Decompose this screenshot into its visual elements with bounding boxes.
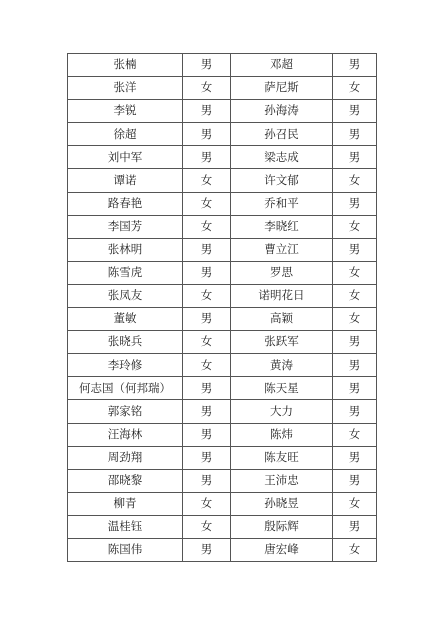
table-row [68, 169, 377, 192]
gender-cell-right: 男 [333, 469, 377, 492]
name-cell-left: 刘中军 [68, 146, 183, 169]
table-body [68, 54, 377, 562]
table-row [68, 238, 377, 261]
gender-cell-left: 男 [183, 54, 231, 77]
name-cell-right: 李晓红 [231, 215, 333, 238]
name-cell-left: 李锐 [68, 100, 183, 123]
name-cell-left: 何志国（何邦瑞） [68, 377, 183, 400]
table-row [68, 146, 377, 169]
gender-cell-right: 女 [333, 492, 377, 515]
table-row [68, 377, 377, 400]
table-row [68, 123, 377, 146]
name-cell-right: 陈炜 [231, 423, 333, 446]
name-cell-left: 徐超 [68, 123, 183, 146]
name-cell-right: 孙召民 [231, 123, 333, 146]
name-cell-left: 汪海林 [68, 423, 183, 446]
gender-cell-right: 男 [333, 146, 377, 169]
name-cell-left: 陈国伟 [68, 538, 183, 561]
gender-cell-left: 女 [183, 331, 231, 354]
name-cell-left: 张凤友 [68, 284, 183, 307]
gender-cell-left: 男 [183, 261, 231, 284]
gender-cell-left: 女 [183, 515, 231, 538]
name-cell-right: 大力 [231, 400, 333, 423]
table-row [68, 492, 377, 515]
name-cell-right: 黄涛 [231, 354, 333, 377]
gender-cell-left: 男 [183, 123, 231, 146]
name-cell-left: 张洋 [68, 77, 183, 100]
name-cell-right: 唐宏峰 [231, 538, 333, 561]
gender-cell-left: 女 [183, 169, 231, 192]
name-cell-left: 柳青 [68, 492, 183, 515]
name-cell-right: 乔和平 [231, 192, 333, 215]
gender-cell-left: 女 [183, 284, 231, 307]
table-row [68, 354, 377, 377]
gender-cell-right: 男 [333, 446, 377, 469]
name-cell-left: 周劲翔 [68, 446, 183, 469]
name-cell-left: 董敏 [68, 308, 183, 331]
table-row [68, 538, 377, 561]
gender-cell-right: 男 [333, 238, 377, 261]
gender-cell-left: 男 [183, 377, 231, 400]
table-row [68, 308, 377, 331]
name-cell-right: 诺明花日 [231, 284, 333, 307]
name-cell-right: 陈友旺 [231, 446, 333, 469]
name-cell-right: 梁志成 [231, 146, 333, 169]
name-cell-left: 李国芳 [68, 215, 183, 238]
name-cell-right: 萨尼斯 [231, 77, 333, 100]
table-row [68, 100, 377, 123]
gender-cell-left: 男 [183, 400, 231, 423]
gender-cell-right: 女 [333, 538, 377, 561]
name-cell-right: 罗思 [231, 261, 333, 284]
table-row [68, 469, 377, 492]
gender-cell-right: 男 [333, 515, 377, 538]
gender-cell-left: 男 [183, 446, 231, 469]
gender-cell-left: 男 [183, 469, 231, 492]
name-cell-right: 孙海涛 [231, 100, 333, 123]
table-row [68, 423, 377, 446]
table-row [68, 54, 377, 77]
gender-cell-right: 男 [333, 54, 377, 77]
gender-cell-left: 男 [183, 308, 231, 331]
name-cell-left: 张晓兵 [68, 331, 183, 354]
gender-cell-right: 男 [333, 123, 377, 146]
gender-cell-left: 男 [183, 423, 231, 446]
table-row [68, 215, 377, 238]
table-row [68, 400, 377, 423]
gender-cell-right: 女 [333, 284, 377, 307]
gender-cell-left: 男 [183, 238, 231, 261]
name-gender-table [67, 53, 377, 562]
gender-cell-left: 女 [183, 215, 231, 238]
gender-cell-left: 男 [183, 100, 231, 123]
name-cell-right: 许文郁 [231, 169, 333, 192]
gender-cell-left: 男 [183, 538, 231, 561]
name-cell-right: 孙晓昱 [231, 492, 333, 515]
name-cell-left: 张林明 [68, 238, 183, 261]
gender-cell-left: 女 [183, 354, 231, 377]
name-cell-left: 郭家铭 [68, 400, 183, 423]
name-cell-left: 李玲修 [68, 354, 183, 377]
gender-cell-right: 女 [333, 308, 377, 331]
name-cell-right: 张跃军 [231, 331, 333, 354]
gender-cell-left: 女 [183, 77, 231, 100]
name-cell-left: 温桂钰 [68, 515, 183, 538]
name-cell-right: 殷际辉 [231, 515, 333, 538]
table-row [68, 446, 377, 469]
gender-cell-right: 女 [333, 169, 377, 192]
name-cell-left: 张楠 [68, 54, 183, 77]
name-cell-right: 高颖 [231, 308, 333, 331]
table-row [68, 331, 377, 354]
gender-cell-left: 女 [183, 492, 231, 515]
gender-cell-right: 男 [333, 192, 377, 215]
table-row [68, 261, 377, 284]
gender-cell-right: 女 [333, 423, 377, 446]
table-row [68, 284, 377, 307]
gender-cell-right: 女 [333, 215, 377, 238]
name-cell-left: 谭诺 [68, 169, 183, 192]
gender-cell-right: 女 [333, 261, 377, 284]
name-cell-left: 路春艳 [68, 192, 183, 215]
name-cell-left: 邵晓黎 [68, 469, 183, 492]
name-cell-right: 王沛忠 [231, 469, 333, 492]
gender-cell-right: 男 [333, 354, 377, 377]
name-cell-left: 陈雪虎 [68, 261, 183, 284]
name-cell-right: 曹立江 [231, 238, 333, 261]
gender-cell-right: 男 [333, 400, 377, 423]
table-row [68, 192, 377, 215]
name-cell-right: 陈天星 [231, 377, 333, 400]
name-cell-right: 邓超 [231, 54, 333, 77]
gender-cell-right: 男 [333, 377, 377, 400]
table-row [68, 77, 377, 100]
gender-cell-right: 男 [333, 331, 377, 354]
gender-cell-right: 男 [333, 100, 377, 123]
table-row [68, 515, 377, 538]
gender-cell-left: 男 [183, 146, 231, 169]
gender-cell-left: 女 [183, 192, 231, 215]
gender-cell-right: 女 [333, 77, 377, 100]
